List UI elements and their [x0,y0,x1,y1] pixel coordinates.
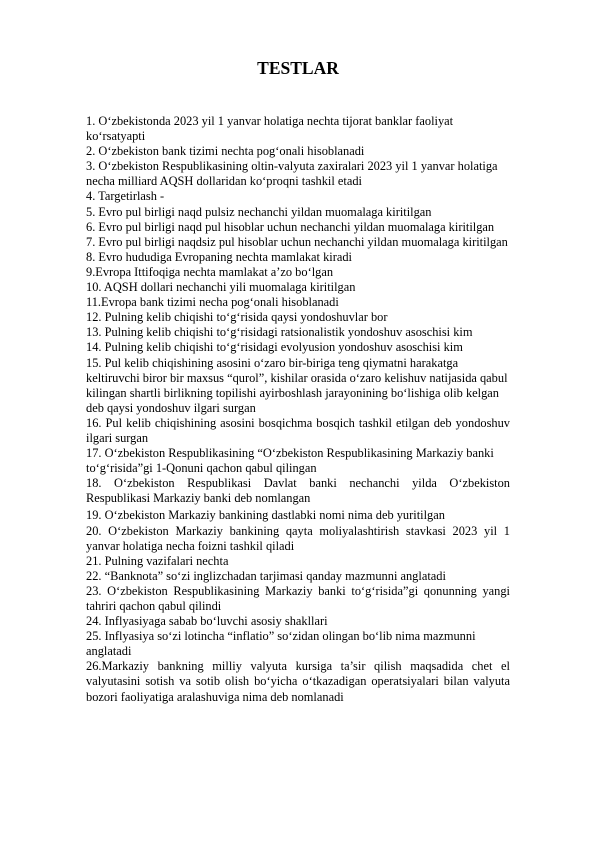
question-item: 3. O‘zbekiston Respublikasining oltin-valyuta zaxiralari 2023 yil 1 yanvar holatiga necha milliard AQSH dollaridan ko‘proqni tashkil etadi [86,159,498,189]
question-item: 1. O‘zbekistonda 2023 yil 1 yanvar holatiga nechta tijorat banklar faoliyat ko‘rsatyapti [86,114,454,144]
question-item: 9.Evropa Ittifoqiga nechta mamlakat a’zo bo‘lgan [86,264,334,279]
question-item: 16. Pul kelib chiqishining asosini bosqichma bosqich tashkil etilgan deb yondoshuv ilgari surgan [86,415,510,445]
question-item: 17. O‘zbekiston Respublikasining “O‘zbekiston Respublikasining Markaziy banki to‘g‘risida”gi 1-Qonuni qachon qabul qilingan [86,446,494,476]
question-item: 19. O‘zbekiston Markaziy bankining dastlabki nomi nima deb yuritilgan [86,508,445,523]
page-title: TESTLAR [257,58,339,78]
question-item: 23. O‘zbekiston Respublikasining Markaziy banki to‘g‘risida”gi qonunning yangi tahriri qachon qabul qilindi [86,583,510,613]
question-item: 7. Evro pul birligi naqdsiz pul hisoblar uchun nechanchi yildan muomalaga kiritilgan [86,234,508,249]
question-item: 24. Inflyasiyaga sabab bo‘luvchi asosiy shakllari [86,614,328,629]
question-item: 10. AQSH dollari nechanchi yili muomalaga kiritilgan [86,280,356,295]
question-item: 6. Evro pul birligi naqd pul hisoblar uchun nechanchi yildan muomalaga kiritilgan [86,219,495,234]
question-item: 26.Markaziy bankning milliy valyuta kursiga ta’sir qilish maqsadida chet el valyutasini sotish va sotib olish bo‘yicha o‘tkazadigan operatsiyalari bilan valyuta bozori faoliyatiga aralashuviga nima deb nomlanadi [86,659,510,704]
question-item: 8. Evro hududiga Evropaning nechta mamlakat kiradi [86,249,352,264]
question-item: 13. Pulning kelib chiqishi to‘g‘risidagi ratsionalistik yondoshuv asoschisi kim [86,325,473,340]
question-item: 20. O‘zbekiston Markaziy bankining qayta moliyalashtirish stavkasi 2023 yil 1 yanvar holatiga necha foizni tashkil qiladi [86,523,510,553]
question-item: 4. Targetirlash - [86,189,165,204]
question-item: 22. “Banknota” so‘zi inglizchadan tarjimasi qanday mazmunni anglatadi [86,568,446,583]
question-item: 18. O‘zbekiston Respublikasi Davlat banki nechanchi yilda O‘zbekiston Respublikasi Markaziy banki deb nomlangan [86,476,510,506]
question-item: 11.Evropa bank tizimi necha pog‘onali hisoblanadi [86,295,339,310]
question-item: 15. Pul kelib chiqishining asosini o‘zaro bir-biriga teng qiymatni harakatga keltiruvchi biror bir maxsus “qurol”, kishilar orasida o‘zaro kelishuv natijasida qabul kilingan shartli birlikning topilishi ayirboshlash jarayonining bo‘lishiga olib kelgan deb qaysi yondoshuv ilgari surgan [86,355,508,415]
question-item: 2. O‘zbekiston bank tizimi nechta pog‘onali hisoblanadi [86,144,365,159]
question-item: 5. Evro pul birligi naqd pulsiz nechanchi yildan muomalaga kiritilgan [86,204,432,219]
question-item: 12. Pulning kelib chiqishi to‘g‘risida qaysi yondoshuvlar bor [86,310,388,325]
question-list [86,114,510,705]
question-item: 21. Pulning vazifalari nechta [86,553,229,568]
question-item: 14. Pulning kelib chiqishi to‘g‘risidagi evolyusion yondoshuv asoschisi kim [86,340,463,355]
question-item: 25. Inflyasiya so‘zi lotincha “inflatio” so‘zidan olingan bo‘lib nima mazmunni anglatadi [86,629,476,659]
